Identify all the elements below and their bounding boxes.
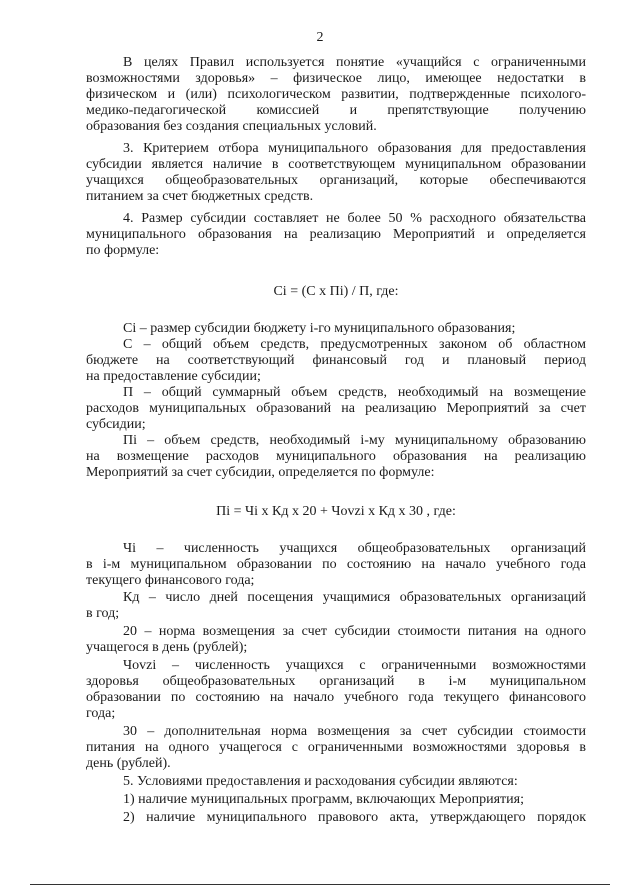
text-line: 2) наличие муниципального правового акта, утверждающего порядок (123, 810, 586, 825)
text-line: учащегося в день (рублей); (86, 640, 248, 655)
text-line: физическом и (или) психологическом развитии, подтвержденные психолого- (86, 87, 586, 102)
formula-line: Сi = (С х Пi) / П, где: (273, 284, 399, 299)
text-line: на предоставление субсидии; (86, 369, 261, 384)
text-line: П – общий суммарный объем средств, необходимый на возмещение (123, 385, 586, 400)
text-line: здоровья общеобразовательных организаций в i-м муниципальном (86, 674, 586, 689)
text-line: Кд – число дней посещения учащимися образовательных организаций (123, 590, 586, 605)
text-line: 30 – дополнительная норма возмещения за счет субсидии стоимости (123, 724, 586, 739)
text-line: образовании по состоянию на начало учебного года текущего финансового (86, 690, 586, 705)
text-line: питанием за счет бюджетных средств. (86, 189, 314, 204)
text-line: Сi – размер субсидии бюджету i-го муниципального образования; (123, 321, 516, 336)
text-line: Чovzi – численность учащихся с ограниченными возможностями (123, 658, 586, 673)
text-line: текущего финансового года; (86, 573, 255, 588)
text-line: на возмещение расходов муниципального образования на реализацию (86, 449, 586, 464)
text-line: года; (86, 706, 116, 721)
text-line: Мероприятий за счет субсидии, определяется по формуле: (86, 465, 435, 480)
text-line: 3. Критерием отбора муниципального образования для предоставления (123, 141, 586, 156)
text-line: в i-м муниципальном образовании по состоянию на начало учебного года (86, 557, 586, 572)
text-line: С – общий объем средств, предусмотренных законом об областном (123, 337, 586, 352)
text-line: бюджете на соответствующий финансовый год и плановый период (86, 353, 586, 368)
text-line: субсидии; (86, 417, 146, 432)
text-line: 1) наличие муниципальных программ, включающих Мероприятия; (123, 792, 524, 807)
text-line: образования без создания специальных условий. (86, 119, 377, 134)
text-line: 4. Размер субсидии составляет не более 50 % расходного обязательства (123, 211, 586, 226)
text-line: по формуле: (86, 243, 160, 258)
text-line: муниципального образования на реализацию Мероприятий и определяется (86, 227, 586, 242)
page-number: 2 (316, 30, 324, 45)
text-line: 5. Условиями предоставления и расходования субсидии являются: (123, 774, 518, 789)
text-line: Пi – объем средств, необходимый i-му муниципальному образованию (123, 433, 586, 448)
text-line: возможностями здоровья» – физическое лицо, имеющее недостатки в (86, 71, 586, 86)
text-line: учащихся общеобразовательных организаций, которые обеспечиваются (86, 173, 586, 188)
text-line: питания на одного учащегося с ограниченными возможностями здоровья в (86, 740, 586, 755)
text-line: 20 – норма возмещения за счет субсидии стоимости питания на одного (123, 624, 586, 639)
text-line: В целях Правил используется понятие «учащийся с ограниченными (123, 55, 586, 70)
text-line: Чi – численность учащихся общеобразовательных организаций (123, 541, 586, 556)
text-line: медико-педагогической комиссией и препятствующие получению (86, 103, 586, 118)
footer-divider (30, 884, 610, 885)
text-line: день (рублей). (86, 756, 171, 771)
text-line: в год; (86, 606, 120, 621)
text-line: субсидии является наличие в соответствующем муниципальном образовании (86, 157, 586, 172)
text-line: расходов муниципальных образований на реализацию Мероприятий за счет (86, 401, 586, 416)
formula-line: Пi = Чi х Кд х 20 + Чovzi х Кд х 30 , где: (216, 504, 456, 519)
